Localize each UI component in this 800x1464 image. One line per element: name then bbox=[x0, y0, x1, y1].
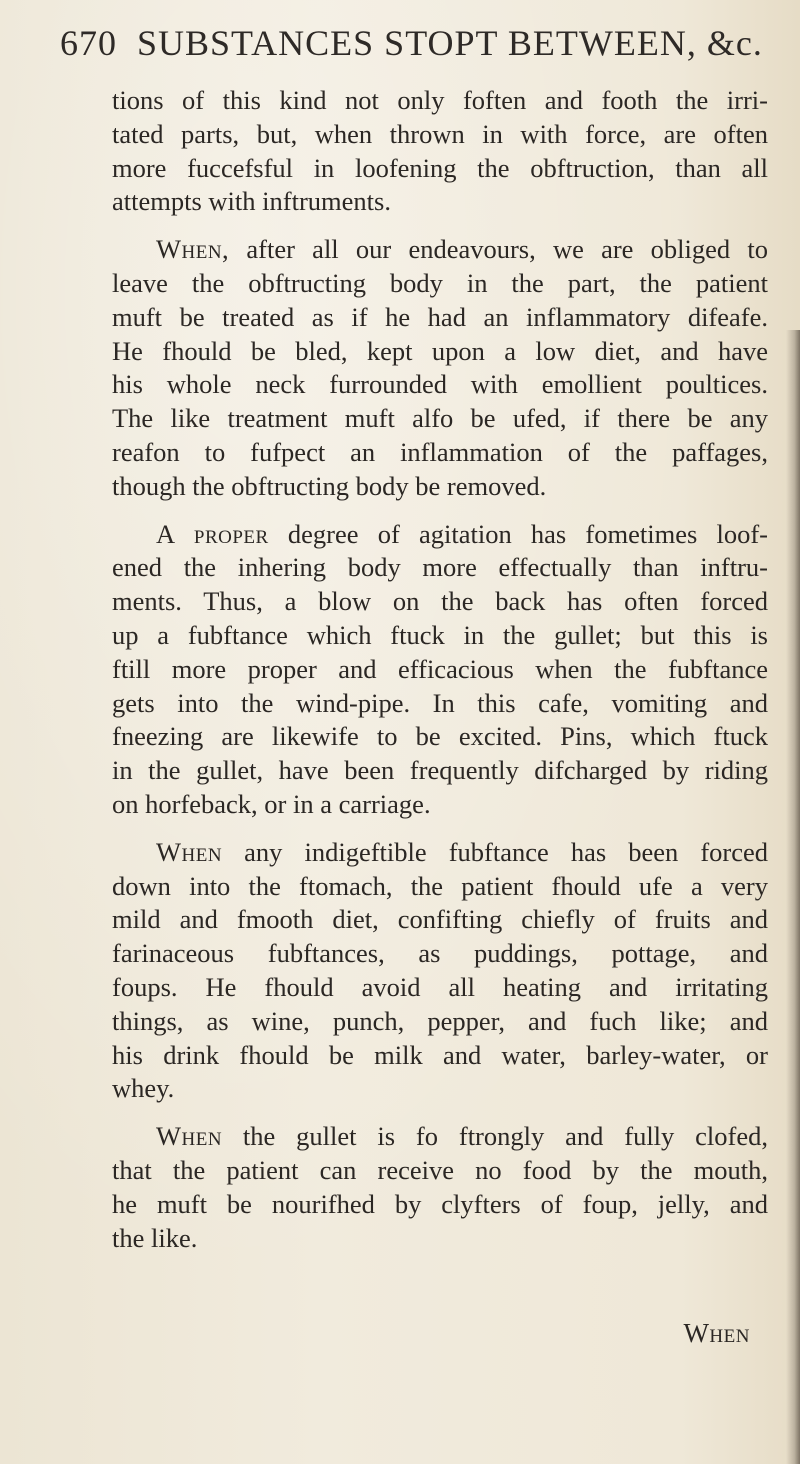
text-line: He fhould be bled, kept upon a low diet, and have bbox=[112, 335, 768, 366]
text-line: foups. He fhould avoid all heating and irritating bbox=[112, 971, 768, 1002]
body-text bbox=[112, 84, 768, 1255]
text-line: When any indigeftible fubftance has been forced bbox=[156, 836, 768, 867]
text-line: whey. bbox=[112, 1073, 175, 1104]
text-line: the like. bbox=[112, 1222, 198, 1253]
paragraph bbox=[112, 518, 768, 822]
text-line: mild and fmooth diet, confifting chiefly of fruits and bbox=[112, 904, 768, 935]
paragraph bbox=[112, 233, 768, 503]
text-line: fneezing are likewife to be excited. Pins, which ftuck bbox=[112, 721, 768, 752]
paragraph-lead: When bbox=[156, 1121, 223, 1152]
running-header bbox=[60, 22, 780, 64]
text-line: reafon to fufpect an inflammation of the paffages, bbox=[112, 436, 768, 467]
text-line: ened the inhering body more effectually than inftru- bbox=[112, 552, 768, 583]
text-line: his whole neck furrounded with emollient poultices. bbox=[112, 369, 768, 400]
running-title: SUBSTANCES STOPT BETWEEN, &c. bbox=[137, 23, 763, 63]
text-line: A proper degree of agitation has fometimes loof- bbox=[156, 518, 768, 549]
text-line: When, after all our endeavours, we are obliged to bbox=[156, 234, 768, 265]
text-line: leave the obftructing body in the part, the patient bbox=[112, 267, 768, 298]
text-line: though the obftructing body be removed. bbox=[112, 470, 547, 501]
text-line: ments. Thus, a blow on the back has often forced bbox=[112, 586, 768, 617]
text-line: ftill more proper and efficacious when the fubftance bbox=[112, 653, 768, 684]
text-line: he muft be nourifhed by clyfters of foup, jelly, and bbox=[112, 1188, 768, 1219]
text-line: attempts with inftruments. bbox=[112, 186, 391, 217]
text-line: his drink fhould be milk and water, barley-water, or bbox=[112, 1039, 768, 1070]
text-line: that the patient can receive no food by the mouth, bbox=[112, 1154, 768, 1185]
paragraph bbox=[112, 84, 768, 219]
paragraph bbox=[112, 836, 768, 1106]
paragraph-lead: A proper bbox=[156, 518, 269, 549]
paragraph-lead: When, bbox=[156, 234, 230, 265]
catchword: When bbox=[683, 1318, 750, 1348]
text-line: The like treatment muft alfo be ufed, if there be any bbox=[112, 403, 768, 434]
page-number: 670 bbox=[60, 23, 117, 63]
page-edge-shadow bbox=[786, 330, 800, 1464]
paragraph bbox=[112, 1120, 768, 1255]
text-line: tions of this kind not only foften and footh the irri- bbox=[112, 85, 768, 115]
text-line: muft be treated as if he had an inflammatory difeafe. bbox=[112, 301, 768, 332]
text-line: When the gullet is fo ftrongly and fully clofed, bbox=[156, 1121, 768, 1152]
text-line: in the gullet, have been frequently difcharged by riding bbox=[112, 755, 768, 786]
text-line: tated parts, but, when thrown in with force, are often bbox=[112, 118, 768, 149]
text-line: gets into the wind-pipe. In this cafe, vomiting and bbox=[112, 687, 768, 718]
text-line: farinaceous fubftances, as puddings, pottage, and bbox=[112, 938, 768, 969]
text-line: down into the ftomach, the patient fhould ufe a very bbox=[112, 870, 768, 901]
text-line: things, as wine, punch, pepper, and fuch like; and bbox=[112, 1005, 768, 1036]
text-line: on horfeback, or in a carriage. bbox=[112, 788, 431, 819]
text-line: up a fubftance which ftuck in the gullet; but this is bbox=[112, 619, 768, 650]
text-line: more fuccefsful in loofening the obftruction, than all bbox=[112, 152, 768, 183]
paragraph-lead: When bbox=[156, 836, 223, 867]
